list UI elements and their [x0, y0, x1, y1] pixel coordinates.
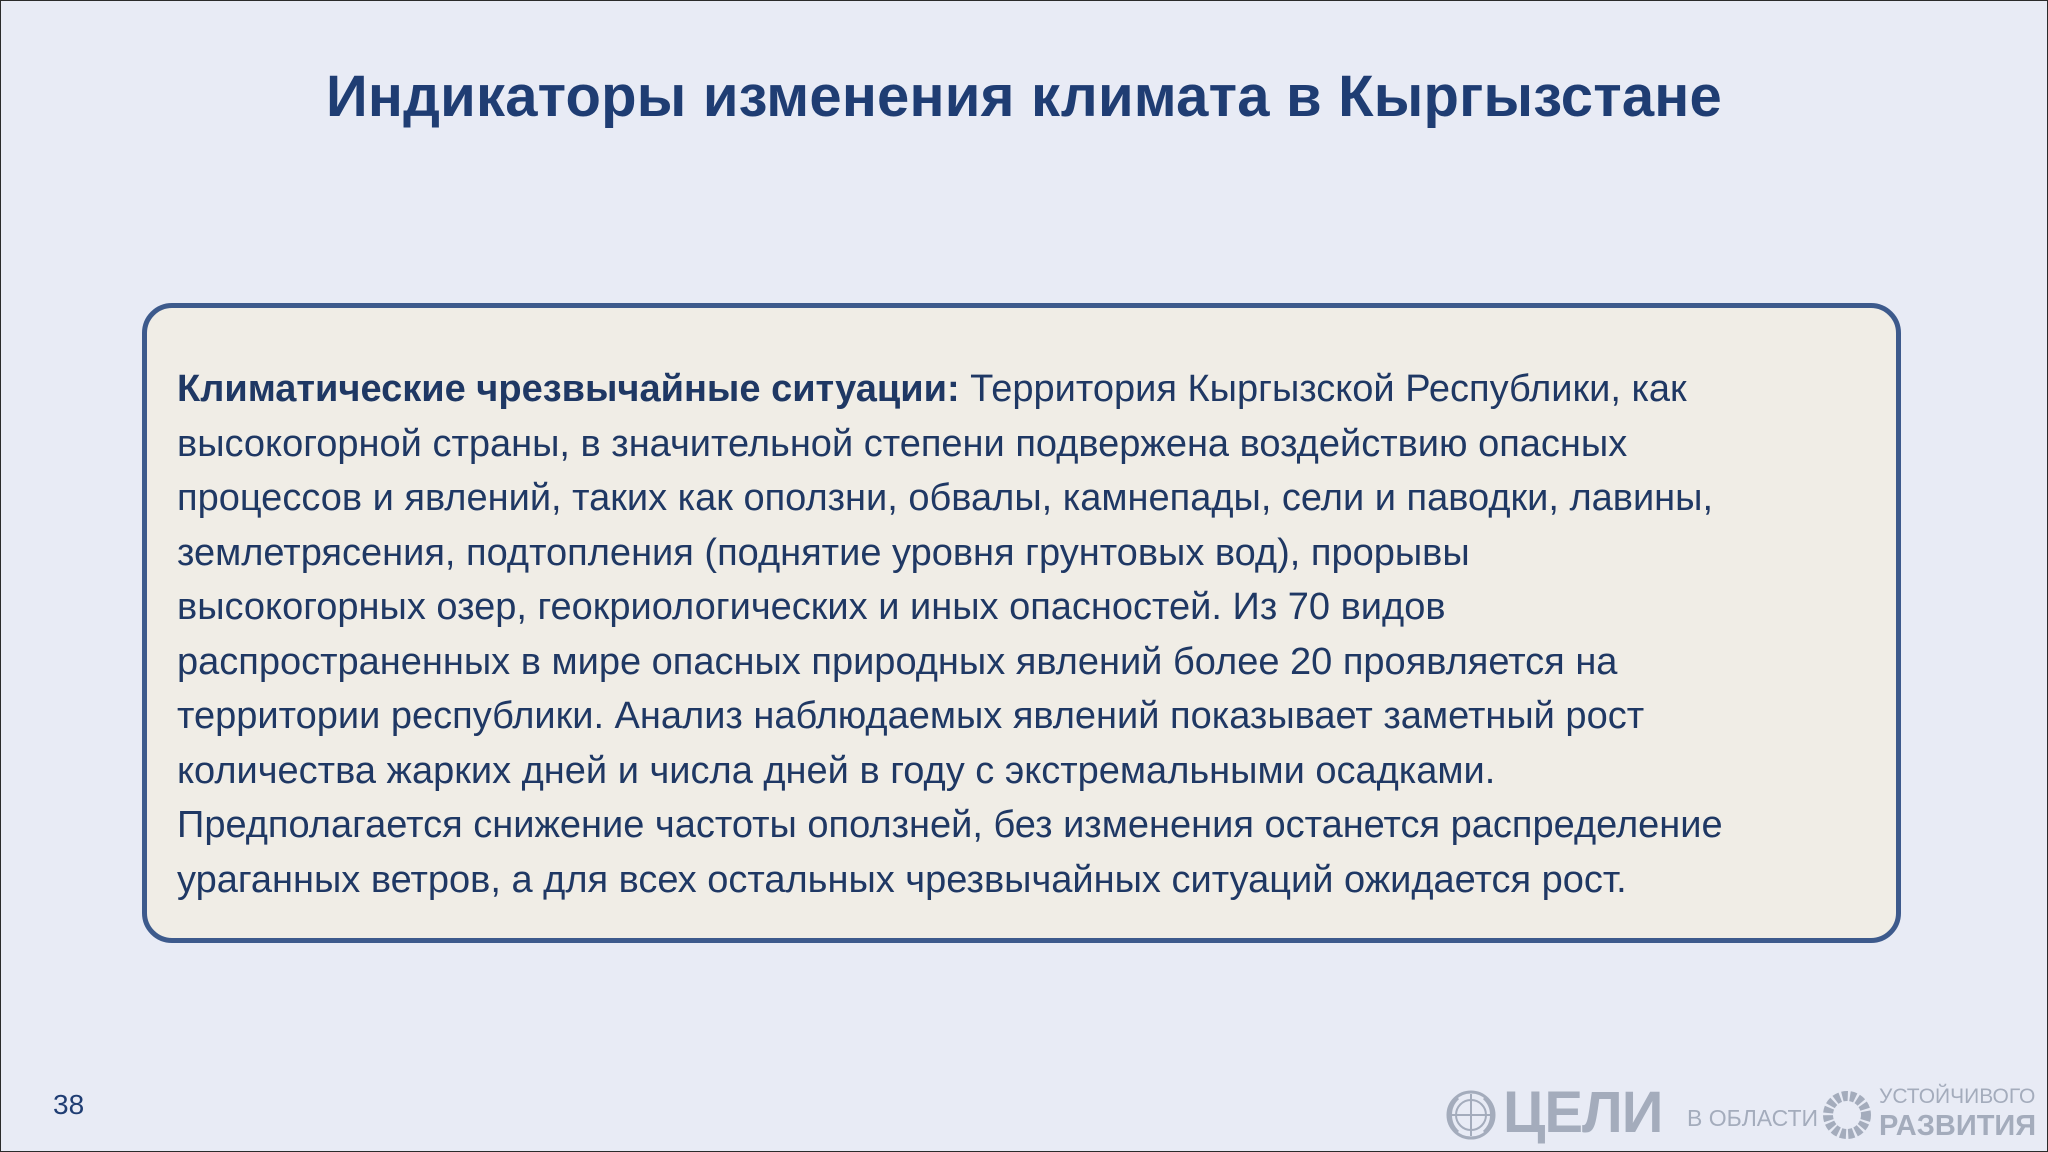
content-line-1	[177, 362, 1872, 417]
content-line-1-text: Территория Кыргызской Республики, как	[959, 368, 1687, 410]
logo-main-word: ЦЕЛИ	[1503, 1080, 1663, 1145]
content-line-3: процессов и явлений, таких как оползни, обвалы, камнепады, сели и паводки, лавины,	[177, 477, 1714, 519]
sdg-logo	[1445, 1080, 2037, 1147]
content-line-2: высокогорной страны, в значительной степени подвержена воздействию опасных	[177, 422, 1628, 465]
content-line-10: ураганных ветров, а для всех остальных чрезвычайных ситуаций ожидается рост.	[177, 858, 1627, 901]
content-box	[142, 303, 1901, 943]
content-line-8: количества жарких дней и числа дней в году с экстремальными осадками.	[177, 749, 1496, 792]
page-number: 38	[53, 1089, 85, 1120]
content-line-7: территории республики. Анализ наблюдаемых явлений показывает заметный рост	[177, 695, 1645, 737]
logo-bottom-word: РАЗВИТИЯ	[1879, 1110, 2037, 1142]
content-line-5: высокогорных озер, геокриологических и иных опасностей. Из 70 видов	[177, 586, 1446, 628]
slide-title: Индикаторы изменения климата в Кыргызстане	[326, 64, 1722, 129]
content-line-4: землетрясения, подтопления (поднятие уровня грунтовых вод), прорывы	[177, 531, 1470, 574]
content-paragraph	[177, 362, 1872, 907]
logo-top-word: УСТОЙЧИВОГО	[1879, 1085, 2036, 1108]
content-lead: Климатические чрезвычайные ситуации:	[177, 368, 960, 410]
content-line-6: распространенных в мире опасных природных явлений более 20 проявляется на	[177, 640, 1618, 683]
logo-middle-word: В ОБЛАСТИ	[1687, 1105, 1819, 1131]
un-emblem-icon	[1445, 1089, 1497, 1141]
content-line-9: Предполагается снижение частоты оползней, без изменения останется распределение	[177, 804, 1723, 846]
sdg-wheel-icon	[1821, 1089, 1873, 1141]
